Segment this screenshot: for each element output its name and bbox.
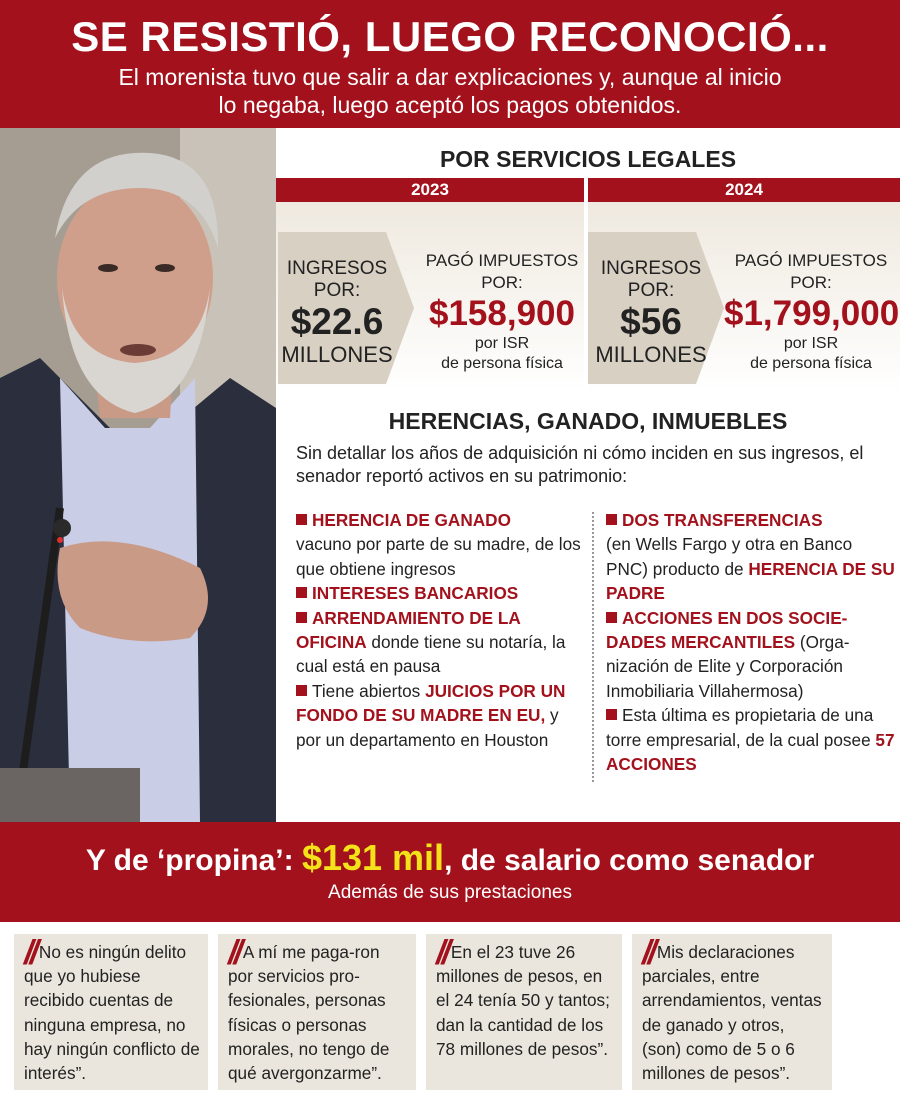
tax-2024-label: PAGÓ IMPUESTOS POR:	[734, 251, 888, 292]
content-panel	[276, 128, 900, 822]
highlight-text: 57 ACCIONES	[606, 729, 895, 775]
tax-2023-amount: $158,900	[429, 294, 575, 333]
quote-text: Mis declaraciones parciales, entre arrendamientos, ventas de ganado y otros, (son) como de 5 o 6 millones de pesos”.	[642, 942, 822, 1084]
year-2023-bar: 2023	[276, 178, 584, 202]
item-text: Esta última es propietaria de una torre empresarial, de la cual posee	[606, 705, 876, 750]
item-text: (Orga-nización de Elite y Corporación Inmobiliaria Villahermosa)	[606, 632, 850, 701]
quote-box	[14, 934, 208, 1090]
tax-2023-note-1: por ISR	[474, 335, 530, 352]
tax-2023-note-2: de persona física	[441, 355, 563, 372]
list-item	[296, 606, 586, 679]
quote-box	[218, 934, 416, 1090]
quote-box	[426, 934, 622, 1090]
quote-mark-icon: //	[642, 934, 653, 972]
column-divider	[592, 512, 594, 782]
salary-suffix: , de salario como senador	[444, 844, 815, 877]
income-2024-box	[588, 232, 728, 384]
income-2024-unit: MILLONES	[595, 342, 707, 367]
header	[0, 0, 900, 128]
quote-text: No es ningún delito que yo hubiese recibido cuentas de ninguna empresa, no hay ningún conflicto de interés”.	[24, 942, 200, 1084]
highlight-text: ARRENDAMIENTO DE LA OFICINA	[296, 607, 521, 653]
legal-services-title: POR SERVICIOS LEGALES	[439, 146, 737, 172]
item-text: y por un departamento en Houston	[296, 705, 559, 750]
list-item	[606, 508, 898, 606]
assets-intro: Sin detallar los años de adquisición ni cómo inciden en sus ingresos, el senador reportó activos en su patrimonio:	[296, 443, 864, 486]
income-2024-label: INGRESOS POR:	[600, 258, 702, 301]
bullet-square-icon	[606, 514, 617, 525]
bullet-square-icon	[296, 612, 307, 623]
quotes-row	[0, 922, 900, 1102]
list-item	[296, 679, 586, 752]
tax-2024-note-1: por ISR	[783, 335, 839, 352]
salary-headline	[0, 822, 900, 879]
item-text: vacuno por parte de su madre, de los que obtiene ingresos	[296, 534, 581, 579]
bullet-square-icon	[606, 709, 617, 720]
quote-mark-icon: //	[436, 934, 447, 972]
list-item	[606, 703, 898, 776]
assets-list-left	[296, 508, 586, 752]
income-2023-unit: MILLONES	[281, 342, 393, 367]
subtitle-line-1: El morenista tuvo que salir a dar explicaciones y, aunque al inicio	[118, 64, 782, 90]
highlight-text: DOS TRANSFERENCIAS	[622, 510, 823, 530]
portrait-illustration	[0, 128, 276, 822]
list-item	[296, 508, 586, 581]
quote-box	[632, 934, 832, 1090]
salary-banner	[0, 822, 900, 922]
tax-2023-label: PAGÓ IMPUESTOS POR:	[425, 251, 579, 292]
quote-text: En el 23 tuve 26 millones de pesos, en el 24 tenía 50 y tantos; dan la cantidad de los 78 millones de pesos”.	[436, 942, 610, 1059]
page-subtitle	[0, 63, 900, 119]
income-2023-amount: $22.6	[290, 301, 384, 342]
bullet-square-icon	[606, 612, 617, 623]
list-item	[606, 606, 898, 704]
highlight-text: JUICIOS POR UN FONDO DE SU MADRE EN EU,	[296, 680, 566, 726]
senator-photo	[0, 128, 276, 822]
highlight-text: ACCIONES EN DOS SOCIE-DADES MERCANTILES	[606, 607, 848, 653]
income-2023-box	[278, 232, 418, 384]
tax-2023-box	[422, 250, 582, 374]
bullet-square-icon	[296, 514, 307, 525]
salary-prefix: Y de ‘propina’:	[85, 844, 302, 877]
assets-list-right	[606, 508, 898, 776]
bullet-square-icon	[296, 587, 307, 598]
quote-mark-icon: //	[24, 934, 35, 972]
income-2023-label: INGRESOS POR:	[286, 258, 388, 301]
quote-text: A mí me paga-ron por servicios pro-fesionales, personas físicas o personas morales, no tengo de qué avergonzarme”.	[228, 942, 390, 1084]
subtitle-line-2: lo negaba, luego aceptó los pagos obtenidos.	[218, 92, 682, 118]
income-2024-amount: $56	[620, 301, 682, 342]
assets-title: HERENCIAS, GANADO, INMUEBLES	[388, 408, 788, 434]
bullet-square-icon	[296, 685, 307, 696]
year-2024-bar: 2024	[588, 178, 900, 202]
list-item	[296, 581, 586, 605]
item-text: Tiene abiertos	[312, 680, 426, 701]
quote-mark-icon: //	[228, 934, 239, 972]
salary-amount: $131 mil	[301, 837, 445, 878]
item-text: donde tiene su notaría, la cual está en pausa	[296, 632, 566, 677]
salary-subtitle: Además de sus prestaciones	[328, 882, 572, 903]
highlight-text: HERENCIA DE SU PADRE	[606, 558, 895, 604]
highlight-text: INTERESES BANCARIOS	[312, 583, 519, 604]
highlight-text: HERENCIA DE GANADO	[312, 510, 511, 530]
tax-2024-note-2: de persona física	[750, 355, 872, 372]
tax-2024-box	[724, 250, 898, 374]
item-text: (en Wells Fargo y otra en Banco PNC) producto de	[606, 534, 853, 579]
page-title: SE RESISTIÓ, LUEGO RECONOCIÓ...	[71, 13, 829, 60]
tax-2024-amount: $1,799,000	[724, 294, 900, 333]
